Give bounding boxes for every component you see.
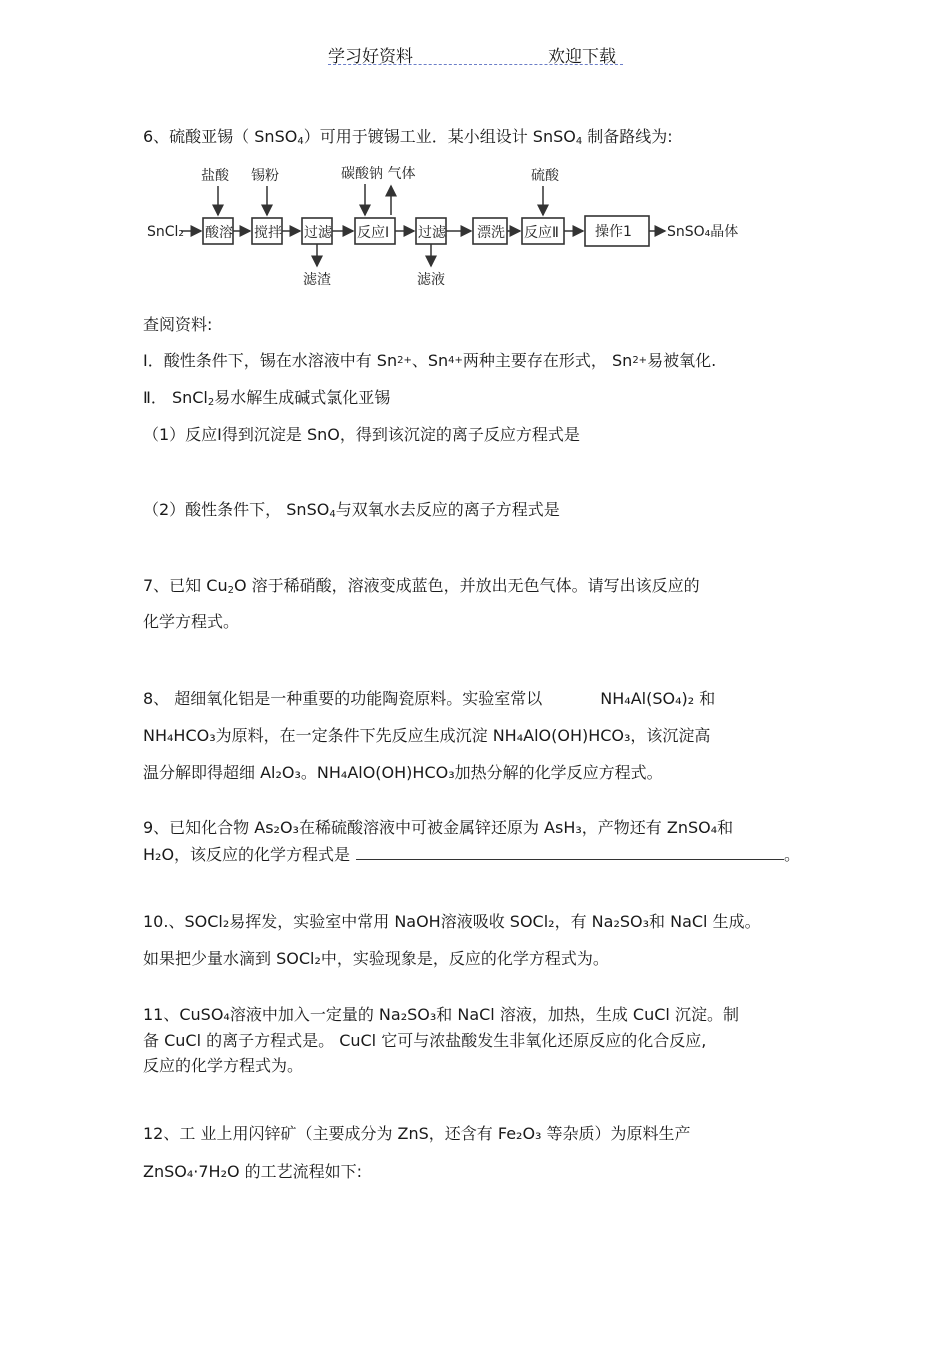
flow-step-2: 搅拌 — [254, 225, 282, 241]
q12-line-1: 12、工 业上用闪锌矿（主要成分为 ZnS，还含有 Fe₂O₃ 等杂质）为原料生产 — [143, 1124, 691, 1143]
q10-line-2: 如果把少量水滴到 SOCl₂中，实验现象是，反应的化学方程式为。 — [143, 949, 609, 968]
flow-step-3: 过滤 — [304, 225, 332, 241]
q7-line-2: 化学方程式。 — [143, 612, 240, 631]
q6-flow-diagram — [143, 158, 763, 308]
flow-reagent-2: 锡粉 — [251, 168, 279, 184]
flow-step-1: 酸溶 — [205, 225, 233, 241]
flow-reagent-4: 硫酸 — [531, 168, 559, 184]
q12-line-2: ZnSO₄·7H₂O 的工艺流程如下: — [143, 1162, 363, 1181]
q6-ref-2: Ⅱ． SnCl$_2$易水解生成碱式氯化亚锡 — [143, 388, 391, 408]
q6-sub-1: （1）反应Ⅰ得到沉淀是 SnO，得到该沉淀的离子反应方程式是 — [143, 425, 580, 444]
flow-step-6: 漂洗 — [477, 225, 505, 241]
q6-ref-title: 查阅资料: — [143, 315, 213, 334]
q9-line-1: 9、已知化合物 As₂O₃在稀硫酸溶液中可被金属锌还原为 AsH₃，产物还有 ZnSO₄和 — [143, 818, 734, 837]
flow-output-2: 滤液 — [417, 272, 445, 288]
q10-line-1: 10.、SOCl₂易挥发，实验室中常用 NaOH溶液吸收 SOCl₂，有 Na₂SO₃和 NaCl 生成。 — [143, 912, 761, 931]
q11-line-1: 11、CuSO₄溶液中加入一定量的 Na₂SO₃和 NaCl 溶液，加热，生成 CuCl 沉淀。制 — [143, 1005, 739, 1024]
q11-line-3: 反应的化学方程式为。 — [143, 1056, 304, 1075]
q6-ref-1: Ⅰ．酸性条件下，锡在水溶液中有 $Sn^{2+}$、$Sn^{4+}$两种主要存在形式， $Sn^{2+}$易被氧化. — [143, 351, 717, 370]
q6-sub-2: （2）酸性条件下， SnSO$_4$与双氧水去反应的离子方程式是 — [143, 500, 560, 520]
flow-step-8: 操作1 — [595, 224, 632, 240]
q7-line-1: 7、已知 $Cu_2O$ 溶于稀硝酸，溶液变成蓝色，并放出无色气体。请写出该反应的 — [143, 576, 700, 596]
q8-line-3: 温分解即得超细 Al₂O₃。NH₄AlO(OH)HCO₃加热分解的化学反应方程式。 — [143, 763, 663, 782]
q9-line-2: H₂O，该反应的化学方程式是 。 — [143, 845, 801, 864]
header-right-text: 欢迎下载 — [548, 47, 616, 67]
flow-step-7: 反应Ⅱ — [524, 225, 559, 241]
flow-step-4: 反应Ⅰ — [357, 225, 390, 241]
flow-step-5: 过滤 — [418, 225, 446, 241]
header-left-text: 学习好资料 — [328, 47, 413, 67]
flow-start: SnCl₂ — [147, 224, 185, 240]
page-header — [0, 42, 950, 70]
q9-answer-blank — [356, 845, 784, 860]
q6-intro: 6、硫酸亚锡（ SnSO$_4$）可用于镀锡工业．某小组设计 SnSO$_4$ 制备路线为: — [143, 127, 673, 147]
header-divider — [328, 64, 623, 65]
flow-reagent-1: 盐酸 — [201, 168, 229, 184]
flow-reagent-3: 碳酸钠 气体 — [341, 166, 416, 182]
flow-end: SnSO₄晶体 — [667, 224, 739, 240]
flow-output-1: 滤渣 — [303, 272, 331, 288]
q8-line-2: NH₄HCO₃为原料，在一定条件下先反应生成沉淀 NH₄AlO(OH)HCO₃，该沉淀高 — [143, 726, 711, 745]
q11-line-2: 备 CuCl 的离子方程式是。 CuCl 它可与浓盐酸发生非氧化还原反应的化合反应, — [143, 1031, 707, 1050]
q8-line-1: 8、 超细氧化铝是一种重要的功能陶瓷原料。实验室常以 NH₄Al(SO₄)₂ 和 — [143, 689, 716, 708]
